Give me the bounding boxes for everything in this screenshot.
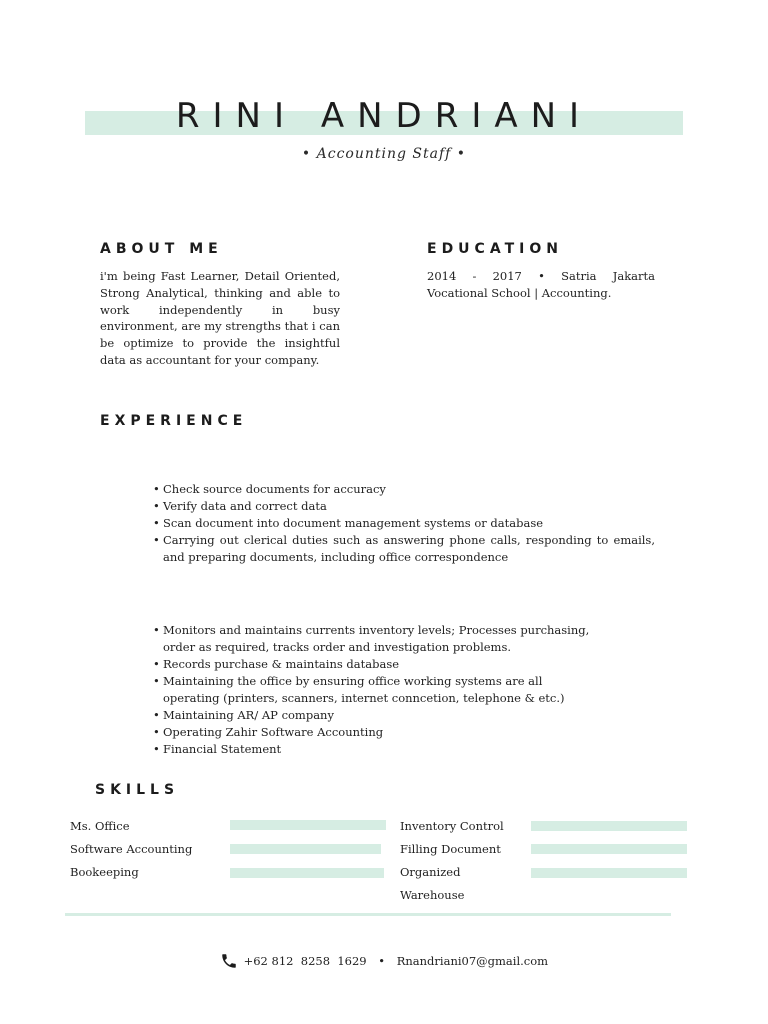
- experience-job-2-duties: [153, 622, 601, 758]
- skill-label: Organized: [400, 865, 461, 879]
- skill-level-bar: [230, 844, 381, 854]
- about-heading: ABOUT ME: [100, 241, 223, 257]
- list-item: • Financial Statement: [153, 741, 601, 758]
- skill-level-bar: [531, 868, 687, 878]
- skill-label: Warehouse: [400, 888, 465, 902]
- contact-separator: •: [378, 954, 386, 968]
- phone-icon: [220, 952, 238, 970]
- candidate-name: RINI ANDRIANI: [175, 96, 593, 136]
- list-item: • Maintaining the office by ensuring office working systems are all operating (printers, scanners, internet conncetion, telephone & etc.): [153, 673, 601, 707]
- list-item: • Carrying out clerical duties such as answering phone calls, responding to emails, and preparing documents, including office correspondence: [153, 532, 655, 566]
- skill-label: Ms. Office: [70, 819, 130, 833]
- phone-number: +62 812 8258 1629: [243, 954, 367, 968]
- contact-line: [0, 952, 768, 970]
- email-address: Rnandriani07@gmail.com: [396, 954, 549, 968]
- list-item: • Monitors and maintains currents inventory levels; Processes purchasing, order as required, tracks order and investigation problems.: [153, 622, 601, 656]
- list-item: • Scan document into document management systems or database: [153, 515, 655, 532]
- skill-label: Inventory Control: [400, 819, 504, 833]
- list-item: • Maintaining AR/ AP company: [153, 707, 601, 724]
- skill-level-bar: [230, 868, 384, 878]
- footer-divider: [65, 913, 671, 916]
- list-item: • Records purchase & maintains database: [153, 656, 601, 673]
- skill-label: Bookeeping: [70, 865, 139, 879]
- experience-job-1-duties: [153, 481, 655, 566]
- list-item: • Check source documents for accuracy: [153, 481, 655, 498]
- experience-heading: EXPERIENCE: [100, 413, 248, 429]
- skill-label: Filling Document: [400, 842, 501, 856]
- about-text: i'm being Fast Learner, Detail Oriented, Strong Analytical, thinking and able to work independently in busy environment, are my strengths that i can be optimize to provide the insightful data as accountant for your company.: [100, 269, 340, 367]
- education-heading: EDUCATION: [427, 241, 563, 257]
- skills-heading: SKILLS: [95, 782, 180, 798]
- list-item: • Operating Zahir Software Accounting: [153, 724, 601, 741]
- skill-level-bar: [230, 820, 386, 830]
- job-title: • Accounting Staff •: [301, 146, 467, 162]
- list-item: • Verify data and correct data: [153, 498, 655, 515]
- skill-level-bar: [531, 844, 687, 854]
- skill-level-bar: [531, 821, 687, 831]
- skill-label: Software Accounting: [70, 842, 193, 856]
- education-text: 2014 - 2017 • Satria Jakarta Vocational School | Accounting.: [427, 269, 655, 300]
